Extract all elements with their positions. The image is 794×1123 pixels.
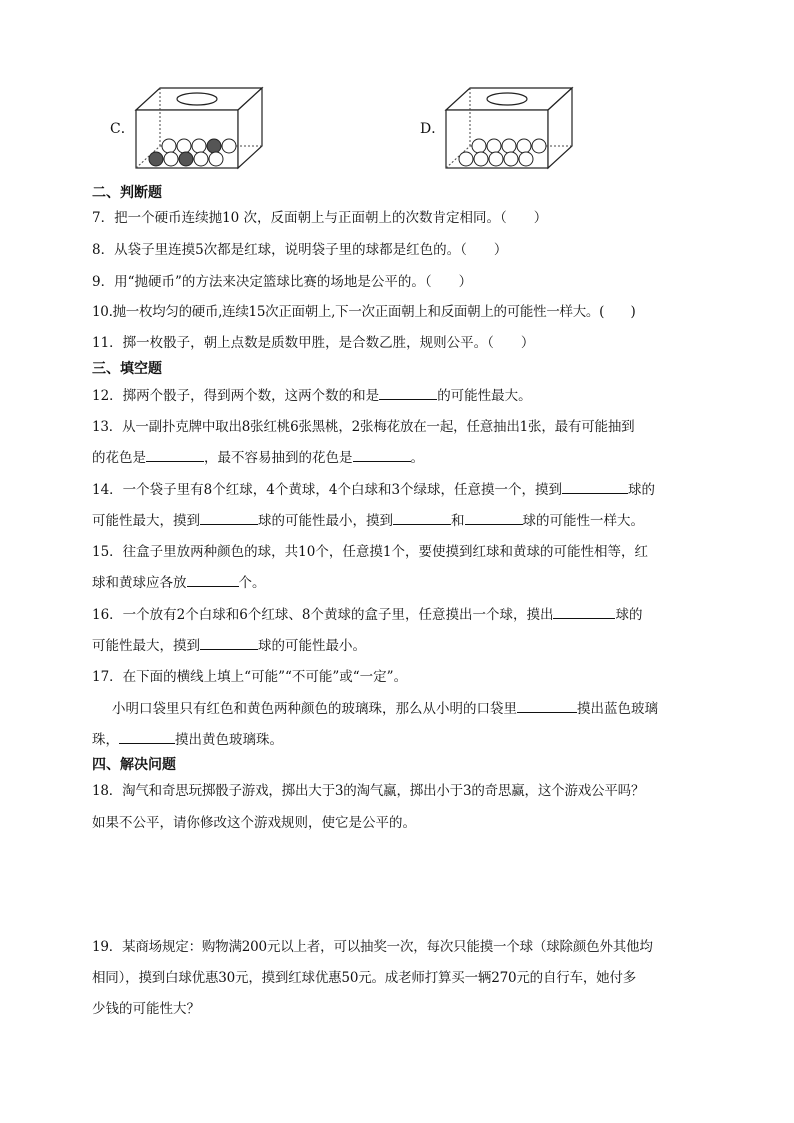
question-10: 10.抛一枚均匀的硬币,连续15次正面朝上,下一次正面朝上和反面朝上的可能性一样大。( ) [92, 304, 636, 320]
question-18-line1: 18．淘气和奇思玩掷骰子游戏，掷出大于3的淘气赢，掷出小于3的奇思赢，这个游戏公平吗？ [92, 783, 645, 799]
question-9: 9．用“抛硬币”的方法来决定篮球比赛的场地是公平的。（ ） [92, 274, 473, 290]
answer-blank[interactable] [200, 637, 258, 650]
answer-blank[interactable] [465, 512, 523, 525]
answer-blank[interactable] [353, 449, 411, 462]
question-14-line1: 14．一个袋子里有8个红球，4个黄球，4个白球和3个绿球，任意摸一个，摸到 球的 [92, 482, 656, 498]
option-c-label: C． [110, 121, 135, 137]
answer-blank[interactable] [379, 387, 437, 400]
option-d-label: D． [420, 121, 446, 137]
question-13-line1: 13．从一副扑克牌中取出8张红桃6张黑桃，2张梅花放在一起，任意抽出1张，最有可能抽到 [92, 419, 635, 435]
question-17-line3: 珠， 摸出黄色玻璃珠。 [92, 732, 283, 748]
question-16-line2: 可能性最大，摸到 球的可能性最小。 [92, 638, 366, 654]
box-figure-c [132, 86, 272, 172]
question-13-line2: 的花色是 ，最不容易抽到的花色是 。 [92, 450, 424, 466]
question-17-line1: 17．在下面的横线上填上“可能”“不可能”或“一定”。 [92, 669, 408, 685]
answer-blank[interactable] [562, 481, 628, 494]
answer-blank[interactable] [393, 512, 451, 525]
question-15-line1: 15．往盒子里放两种颜色的球，共10个，任意摸1个，要使摸到红球和黄球的可能性相等，红 [92, 544, 648, 560]
question-16-line1: 16．一个放有2个白球和6个红球、8个黄球的盒子里，任意摸出一个球，摸出 球的 [92, 607, 643, 623]
question-18-line2: 如果不公平，请你修改这个游戏规则，使它是公平的。 [92, 815, 416, 831]
question-19-line3: 少钱的可能性大？ [92, 1001, 200, 1017]
question-19-line1: 19．某商场规定：购物满200元以上者，可以抽奖一次，每次只能摸一个球（球除颜色外其他均 [92, 939, 653, 955]
answer-blank[interactable] [146, 449, 204, 462]
question-12: 12．掷两个骰子，得到两个数，这两个数的和是 的可能性最大。 [92, 388, 532, 404]
question-7: 7．把一个硬币连续抛10 次，反面朝上与正面朝上的次数肯定相同。（ ） [92, 210, 548, 226]
question-14-line2: 可能性最大，摸到 球的可能性最小，摸到 和 球的可能性一样大。 [92, 513, 644, 529]
answer-blank[interactable] [200, 512, 258, 525]
answer-blank[interactable] [517, 700, 577, 713]
box-figure-d [442, 86, 582, 172]
question-8: 8．从袋子里连摸5次都是红球，说明袋子里的球都是红色的。（ ） [92, 242, 508, 258]
question-19-line2: 相同），摸到白球优惠30元，摸到红球优惠50元。成老师打算买一辆270元的自行车，她付多 [92, 970, 637, 986]
section-fill-heading: 三、填空题 [92, 361, 162, 377]
answer-blank[interactable] [553, 606, 615, 619]
answer-blank[interactable] [119, 731, 175, 744]
question-15-line2: 球和黄球应各放 个。 [92, 575, 266, 591]
question-17-line2: 小明口袋里只有红色和黄色两种颜色的玻璃珠，那么从小明的口袋里 摸出蓝色玻璃 [112, 701, 658, 717]
question-11: 11．掷一枚骰子，朝上点数是质数甲胜，是合数乙胜，规则公平。（ ） [92, 335, 535, 351]
section-judge-heading: 二、判断题 [92, 185, 162, 201]
answer-blank[interactable] [187, 574, 239, 587]
section-solve-heading: 四、解决问题 [92, 757, 176, 773]
